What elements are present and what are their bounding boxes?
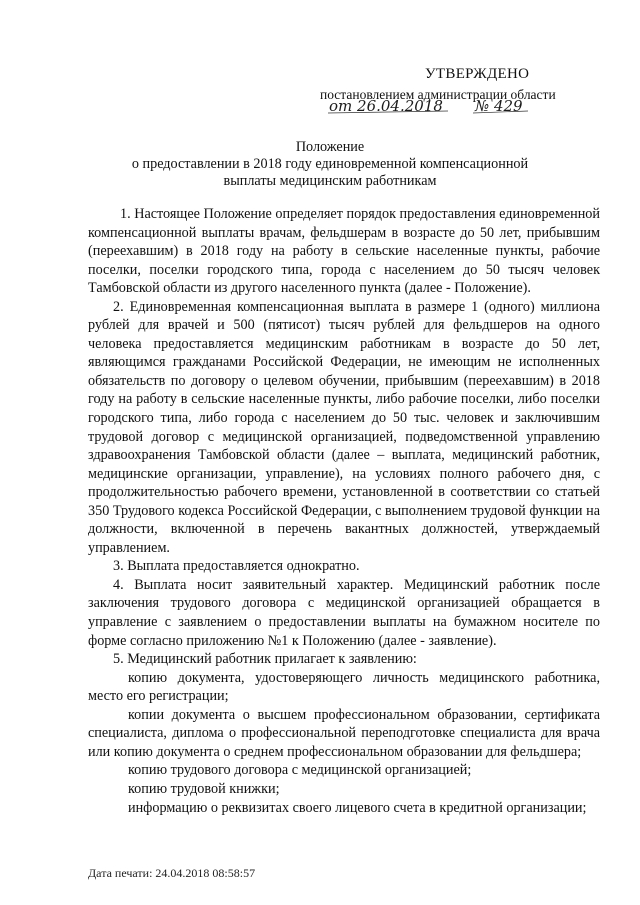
paragraph-2: 2. Единовременная компенсационная выплата в размере 1 (одного) миллиона рублей для врачей и 500 (пятисот) тысяч рублей для фельдшеров на одного человека предоставляется медицинским работникам в возрасте до 50 лет, являющимся гражданами Российской Федерации, не имеющим не исполненных обязательств по договору о целевом обучении, прибывшим (переехавшим) в 2018 году на работу в сельские населенные пункты, либо рабочие поселки, либо поселки городского типа, либо города с населением до 50 тыс. человек и заключившим трудовой договор с медицинской организацией, подведомственной управлению здравоохранения Тамбовской области (далее – выплата, медицинский работник, медицинские организации, управление), на условиях полного рабочего дня, с продолжительностью рабочего времени, установленной в соответствии со статьей 350 Трудового кодекса Российской Федерации, с выполнением трудовой функции на должности, включенной в перечень вакантных должностей, утверждаемый управлением. <box>88 298 600 556</box>
attachment-item: информацию о реквизитах своего лицевого счета в кредитной организации; <box>128 799 587 816</box>
document-subtitle-line1: о предоставлении в 2018 году единовременной компенсационной <box>131 156 529 172</box>
attachment-item: копию трудового договора с медицинской организацией; <box>128 762 472 779</box>
handwritten-date: от 26.04.2018 <box>329 99 443 115</box>
decree-line: постановлением администрации области <box>320 87 556 102</box>
paragraph-5: 5. Медицинский работник прилагает к заявлению: <box>113 651 417 668</box>
attachment-item: копию трудовой книжки; <box>128 780 280 797</box>
handwritten-number: № 429 <box>475 99 523 115</box>
handwritten-date-number <box>323 99 533 119</box>
attachment-item: копии документа о высшем профессиональном образовании, сертификата специалиста, диплома о профессиональной переподготовке специалиста для врача или копию документа о среднем профессиональном образовании для фельдшера; <box>88 706 600 760</box>
paragraph-4: 4. Выплата носит заявительный характер. Медицинский работник после заключения трудового договора с медицинской организацией обращается в управление с заявлением о предоставлении выплаты на бумажном носителе по форме согласно приложению №1 к Положению (далее - заявление). <box>88 576 600 649</box>
attachment-item: копию документа, удостоверяющего личность медицинского работника, место его регистрации; <box>88 669 600 705</box>
document-subtitle-line2: выплаты медицинским работникам <box>223 173 437 189</box>
paragraph-1: 1. Настоящее Положение определяет порядок предоставления единовременной компенсационной выплаты врачам, фельдшерам в возрасте до 50 лет, прибывшим (переехавшим) в 2018 году на работу в сельские населенные пункты, рабочие поселки, поселки городского типа, города с населением до 50 тысяч человек Тамбовской области из другого населенного пункта (далее - Положение). <box>88 206 600 297</box>
approval-stamp: УТВЕРЖДЕНО <box>425 66 530 82</box>
document-body <box>88 205 600 817</box>
print-date: Дата печати: 24.04.2018 08:58:57 <box>88 866 256 880</box>
document-title: Положение <box>295 139 365 155</box>
paragraph-3: 3. Выплата предоставляется однократно. <box>113 558 360 575</box>
